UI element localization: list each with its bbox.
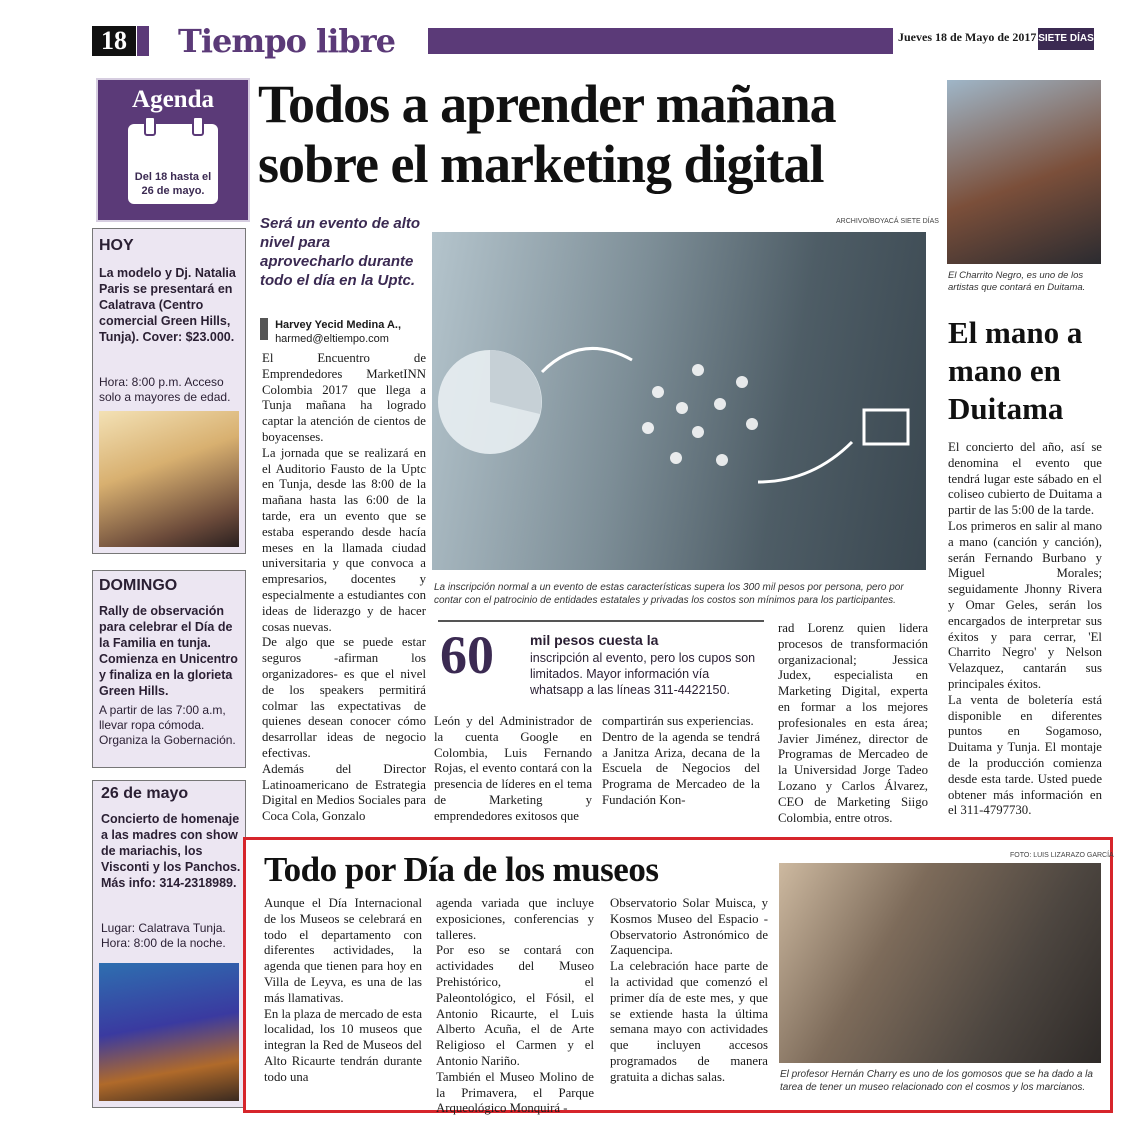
byline-icon xyxy=(260,318,268,340)
agenda-domingo xyxy=(92,570,246,768)
agenda-dates: Del 18 hasta el 26 de mayo. xyxy=(134,171,212,197)
pull-quote-lead: mil pesos cuesta la xyxy=(530,632,659,648)
agenda-domingo-note: A partir de las 7:00 a.m, llevar ropa cómoda. Organiza la Gobernación. xyxy=(99,703,236,747)
agenda-header xyxy=(96,78,250,222)
museos-photo-caption: El profesor Hernán Charry es uno de los gomosos que se ha dado a la tarea de tener un museo relacionado con el cosmos y los marcianos. xyxy=(780,1069,1093,1093)
agenda-26-mayo xyxy=(92,780,246,1108)
byline xyxy=(260,318,430,346)
side-body: El concierto del año, así se denomina el evento que tendrá lugar este sábado en el coliseo cubierto de Duitama a partir de las 5:00 de la tarde. Los primeros en salir al mano a mano (canción y canción), serán Fernando Burbano y Miguel Morales; seguidamente Jhonny Rivera y Omar Geles, serán los encargados de interpretar sus éxitos y para cerrar, 'El Charrito Negro' y Nelson Velazquez, cantarán sus principales éxitos. La venta de boletería está disponible en diferentes puntos en Sogamoso, Duitama y Tunja. El montaje de la producción comienza desde esta tarde. Usted puede obtener más información en el 311-4797730. xyxy=(948,440,1102,818)
agenda-26-text: Concierto de homenaje a las madres con show de mariachis, los Visconti y los Panchos. Más info: 314-2318989. xyxy=(101,812,241,890)
issue-date: Jueves 18 de Mayo de 2017 xyxy=(898,30,1037,44)
museos-column-2: agenda variada que incluye exposiciones, conferencias y talleres. Por eso se contará con actividades del Museo Prehistórico, el Paleontológico, el Fósil, el Antonio Ricaurte, el Luis Alberto Acuña, el de Arte Religioso el Carmen y el Antonio Nariño. También el Museo Molino de la Primavera, el Parque Arqueológico Monquirá - xyxy=(436,896,594,1116)
museos-column-1: Aunque el Día Internacional de los Museos se celebrará en todo el departamento con diferentes actividades, la agenda que tienen para hoy en Villa de Leyva, es una de las más llamativas. En la plaza de mercado de esta localidad, los 10 museos que integran la Red de Museos del Alto Ricaurte tendrán durante todo una xyxy=(264,896,422,1084)
main-column-1: El Encuentro de Emprendedores MarketINN Colombia 2017 que llega a Tunja mañana ha logrado captar la atención de cientos de boyacenses. La jornada que se realizará en el Auditorio Fausto de la Uptc en Tunja, desde las 8:00 de la mañana hasta las 6:00 de la tarde, era un evento que se estaba esperando desde hacía meses en la llamada ciudad universitaria y que convoca a empresarios, docentes y especialmente a estudiantes con ideas de liderazgo y de hacer cosas nuevas. De algo que se puede estar seguros -afirman los organizadores- es que el nivel de los speakers permitirá colmar las expectativas de quienes desean conocer cómo desarrollar ideas de negocio efectivas. Además del Director Latinoamericano de Estrategia Digital en Medios Sociales para Coca Cola, Gonzalo xyxy=(262,351,426,824)
main-photo-credit: ARCHIVO/BOYACÁ SIETE DÍAS xyxy=(836,218,939,225)
main-column-4: rad Lorenz quien lidera procesos de transformación organizacional; Jessica Judex, especialista en Marketing Digital, experta en formar a los mejores profesionales en esta área; Javier Jiménez, director de Programas de Mercadeo de la Universidad Jorge Tadeo Lozano y Carlos Álvarez, CEO de Marketing Siigo Colombia, entre otros. xyxy=(778,621,928,825)
agenda-26-head: 26 de mayo xyxy=(101,785,189,802)
agenda-domingo-text: Rally de observación para celebrar el Día de la Familia en tunja. Comienza en Unicentro y finaliza en la glorieta Green Hills. xyxy=(99,604,238,698)
side-photo-caption: El Charrito Negro, es uno de los artistas que contará en Duitama. xyxy=(948,270,1086,293)
pull-quote-number: 60 xyxy=(440,625,494,685)
main-column-3: compartirán sus experiencias. Dentro de la agenda se tendrá a Janitza Ariza, decana de la Escuela de Negocios del Programa de Mercadeo de la Fundación Kon- xyxy=(602,714,760,807)
main-column-2: León y del Administrador de la cuenta Google en Colombia, Luis Fernando Rojas, el evento contará con la presencia de líderes en el tema de Marketing y emprendedores exitosos que xyxy=(434,714,592,823)
mariachi-photo xyxy=(99,963,239,1101)
marketing-photo xyxy=(432,232,926,570)
header-rule xyxy=(428,28,893,54)
agenda-hoy-text: La modelo y Dj. Natalia Paris se presentará en Calatrava (Centro comercial Green Hills, Tunja). Cover: $23.000. xyxy=(99,266,236,344)
byline-email: harmed@eltiempo.com xyxy=(275,333,389,345)
agenda-hoy-note: Hora: 8:00 p.m. Acceso solo a mayores de edad. xyxy=(99,375,231,404)
brand-badge: SIETE DÍAS xyxy=(1038,28,1094,50)
main-deck: Será un evento de alto nivel para aprovecharlo durante todo el día en la Uptc. xyxy=(260,215,421,289)
agenda-title: Agenda xyxy=(132,86,214,113)
museum-photo xyxy=(779,863,1101,1063)
main-headline: Todos a aprender mañana sobre el marketing digital xyxy=(258,74,836,194)
main-photo-caption: La inscripción normal a un evento de estas características supera los 300 mil pesos por persona, pero por contar con el patrocinio de entidades estatales y privadas los costos son mínimos para los participantes. xyxy=(434,582,904,606)
side-headline: El mano a mano en Duitama xyxy=(948,315,1083,426)
museos-column-3: Observatorio Solar Muisca, y Kosmos Museo del Espacio - Observatorio Astronómico de Zaquencipa. La celebración hace parte de la actividad que comenzó el primer día de este mes, y que se extiende hasta la última semana mayo con actividades que incluyen accesos programados de manera gratuita a dichas salas. xyxy=(610,896,768,1084)
page-number-accent xyxy=(137,26,149,56)
page-number: 18 xyxy=(92,26,136,56)
section-title: Tiempo libre xyxy=(178,22,395,60)
museos-photo-credit: FOTO: LUIS LIZARAZO GARCÍA xyxy=(1010,852,1114,859)
agenda-26-note: Lugar: Calatrava Tunja. Hora: 8:00 de la noche. xyxy=(101,921,226,950)
marketing-illustration xyxy=(432,232,926,570)
agenda-domingo-head: DOMINGO xyxy=(99,577,178,594)
agenda-hoy xyxy=(92,228,246,554)
charrito-negro-photo xyxy=(947,80,1101,264)
natalia-paris-photo xyxy=(99,411,239,547)
museos-headline: Todo por Día de los museos xyxy=(264,850,659,889)
pull-quote-text: inscripción al evento, pero los cupos son limitados. Mayor información vía whatsapp a las líneas 311-4422150. xyxy=(530,651,756,697)
byline-name: Harvey Yecid Medina A., xyxy=(275,319,402,331)
agenda-hoy-head: HOY xyxy=(99,237,134,254)
